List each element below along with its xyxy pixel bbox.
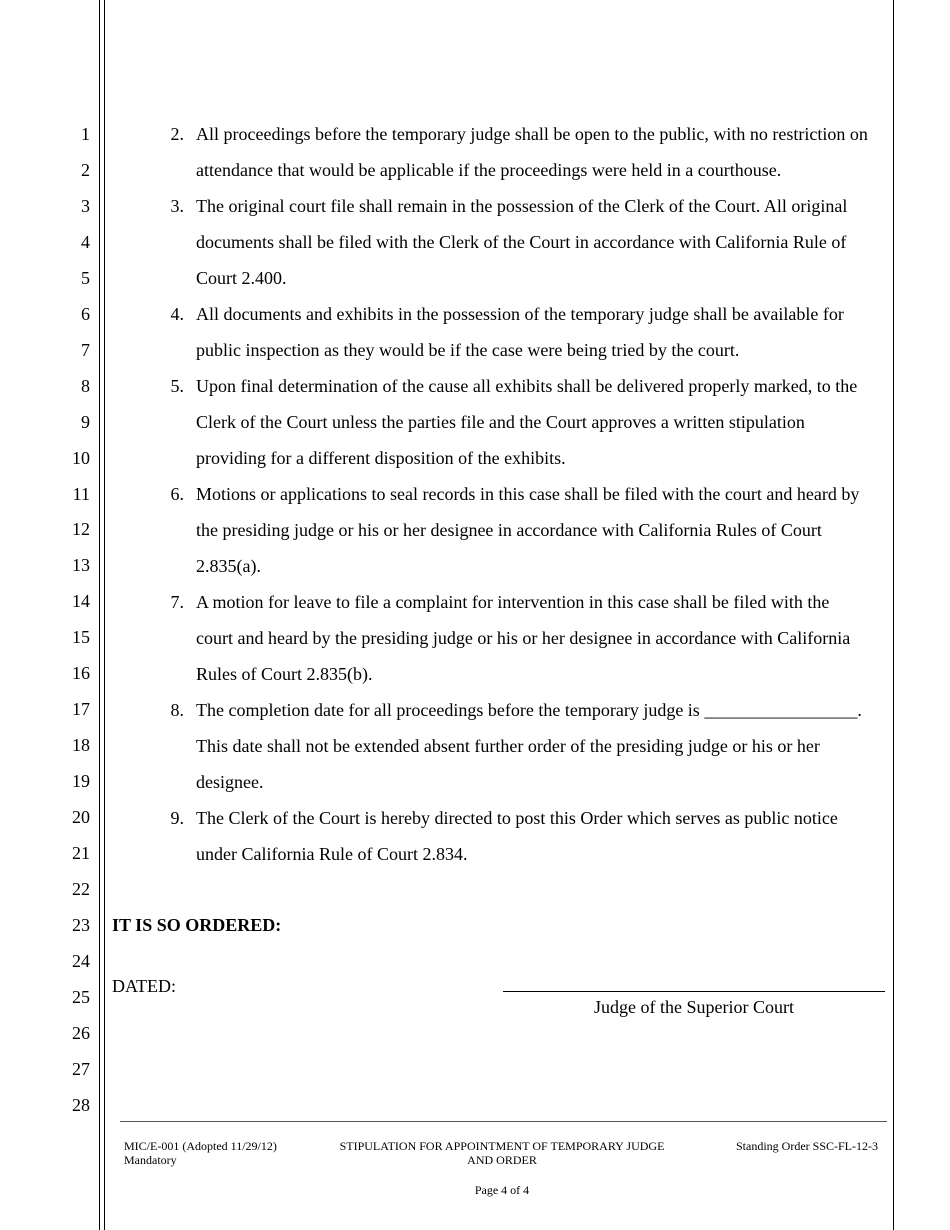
line-number: 8 — [81, 375, 90, 396]
line-number: 4 — [81, 231, 90, 252]
item-text-line: public inspection as they would be if the case were being tried by the court. — [196, 340, 740, 360]
line-number: 13 — [72, 555, 90, 576]
left-margin-line-outer — [99, 0, 100, 1230]
line-number: 21 — [72, 843, 90, 863]
item-text-line: court and heard by the presiding judge or his or her designee in accordance with California — [196, 628, 851, 648]
line-number: 14 — [72, 591, 90, 612]
line-number: 27 — [72, 1058, 90, 1079]
footer-document-title — [312, 1139, 692, 1167]
line-number: 3 — [81, 195, 90, 216]
item-text-line: providing for a different disposition of the exhibits. — [196, 448, 566, 468]
it-is-so-ordered-heading: IT IS SO ORDERED: — [112, 915, 282, 935]
line-number: 17 — [72, 699, 90, 720]
footer-form-id: MIC/E-001 (Adopted 11/29/12) — [124, 1139, 277, 1153]
line-number: 10 — [72, 447, 90, 468]
footer-page-number: Page 4 of 4 — [474, 1183, 530, 1197]
item-number: 8. — [170, 700, 184, 720]
item-number: 7. — [170, 592, 184, 612]
footer-title-line: STIPULATION FOR APPOINTMENT OF TEMPORARY JUDGE — [339, 1139, 665, 1153]
line-number: 24 — [72, 950, 90, 971]
line-number: 6 — [81, 303, 90, 324]
item-text-line: the presiding judge or his or her designee in accordance with California Rules of Court — [196, 520, 822, 540]
left-margin-line-inner — [104, 0, 105, 1230]
item-text-line: Rules of Court 2.835(b). — [196, 664, 373, 684]
item-text-line: Clerk of the Court unless the parties file and the Court approves a written stipulation — [196, 412, 805, 432]
footer-mandatory: Mandatory — [124, 1153, 177, 1167]
line-number: 12 — [72, 519, 90, 540]
item-text-line: The Clerk of the Court is hereby directed to post this Order which serves as public notice — [196, 808, 838, 828]
item-text-line: Motions or applications to seal records in this case shall be filed with the court and heard by — [196, 484, 860, 504]
line-number: 15 — [72, 627, 90, 648]
footer-rule — [120, 1121, 887, 1122]
footer-standing-order: Standing Order SSC-FL-12-3 — [736, 1139, 878, 1153]
footer-title-line: AND ORDER — [467, 1153, 537, 1167]
line-number: 28 — [72, 1094, 90, 1115]
item-text-line: This date shall not be extended absent further order of the presiding judge or his or her — [196, 736, 820, 756]
item-text-line: A motion for leave to file a complaint for intervention in this case shall be filed with the — [196, 592, 830, 612]
judge-signature-line — [503, 991, 885, 992]
line-number: 19 — [72, 771, 90, 792]
line-number: 9 — [81, 411, 90, 432]
line-number: 23 — [72, 914, 90, 935]
item-text-line: All documents and exhibits in the possession of the temporary judge shall be available for — [196, 304, 844, 324]
line-number: 20 — [72, 807, 90, 828]
item-text-line: All proceedings before the temporary judge shall be open to the public, with no restriction on — [196, 124, 868, 144]
line-number: 26 — [72, 1022, 90, 1043]
line-number: 18 — [72, 735, 90, 756]
line-number: 25 — [72, 986, 90, 1007]
line-number: 5 — [81, 267, 90, 288]
line-number: 16 — [72, 663, 90, 684]
line-number: 11 — [72, 483, 90, 504]
item-number: 9. — [170, 808, 184, 828]
judge-signature-label: Judge of the Superior Court — [594, 997, 794, 1017]
item-number: 2. — [170, 124, 184, 144]
line-number: 2 — [81, 159, 90, 180]
dated-label: DATED: — [112, 976, 176, 996]
item-text-line: attendance that would be applicable if the proceedings were held in a courthouse. — [196, 160, 782, 180]
item-text-line: The completion date for all proceedings before the temporary judge is _________________. — [196, 700, 862, 720]
item-text-line: 2.835(a). — [196, 556, 261, 576]
line-number: 1 — [81, 124, 90, 144]
item-text-line: The original court file shall remain in the possession of the Clerk of the Court. All original — [196, 196, 848, 216]
item-text-line: Upon final determination of the cause all exhibits shall be delivered properly marked, to the — [196, 376, 858, 396]
item-text-line: under California Rule of Court 2.834. — [196, 844, 468, 864]
item-number: 6. — [170, 484, 184, 504]
line-number: 7 — [81, 339, 90, 360]
item-text-line: Court 2.400. — [196, 268, 287, 288]
item-number: 3. — [170, 196, 184, 216]
item-text-line: documents shall be filed with the Clerk of the Court in accordance with California Rule of — [196, 232, 847, 252]
item-number: 4. — [170, 304, 184, 324]
item-text-line: designee. — [196, 772, 264, 792]
line-number: 22 — [72, 878, 90, 899]
item-number: 5. — [170, 376, 184, 396]
